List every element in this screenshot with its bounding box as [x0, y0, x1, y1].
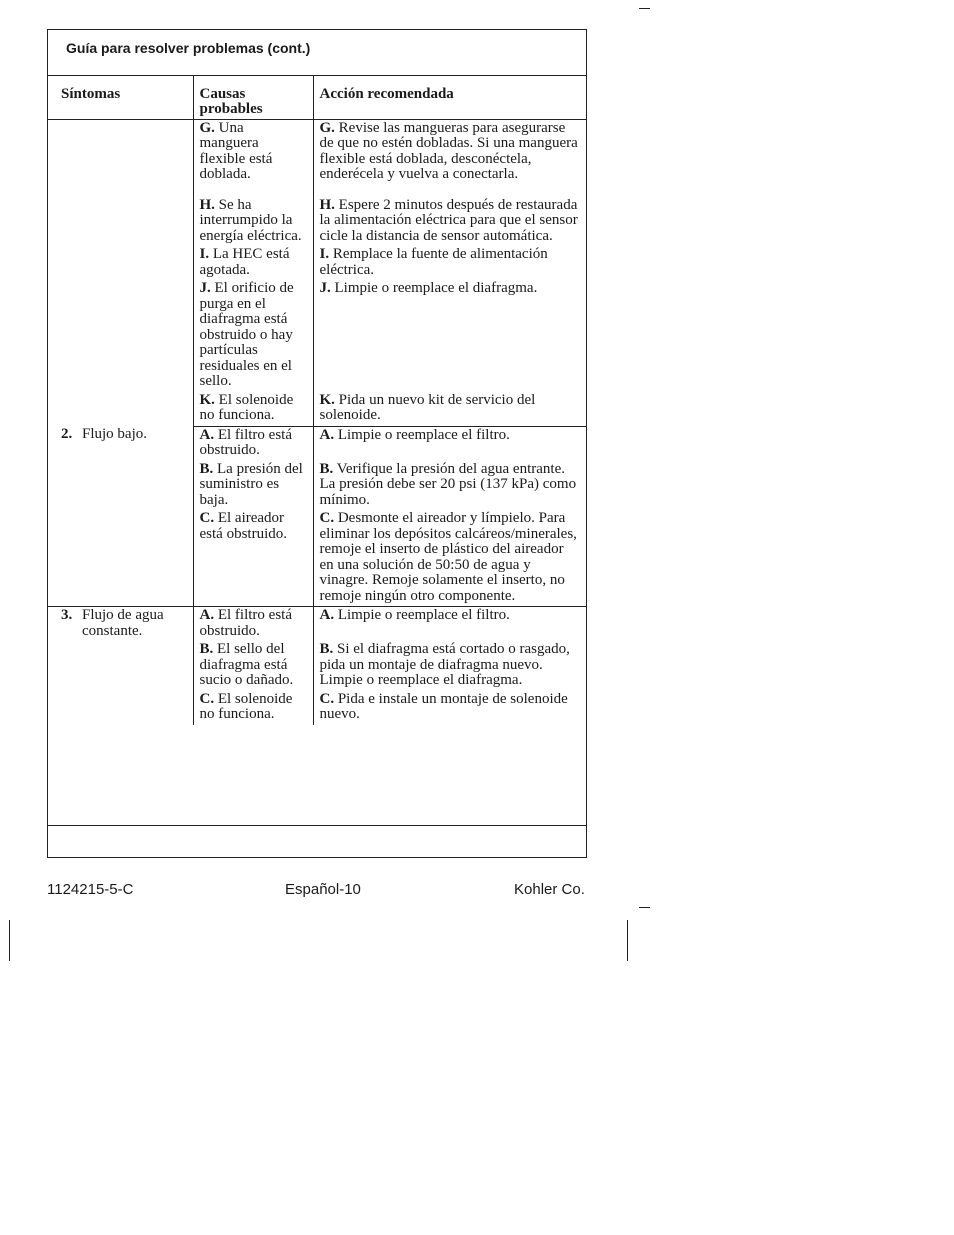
- cause-cell: C. El aireador está obstruido.: [193, 510, 313, 607]
- action-cell: C. Pida e instale un montaje de solenoide nuevo.: [313, 691, 586, 725]
- cause-cell: C. El solenoide no funciona.: [193, 691, 313, 725]
- troubleshooting-guide-frame: [47, 29, 587, 858]
- action-cell: C. Desmonte el aireador y límpielo. Para eliminar los depósitos calcáreos/minerales, remoje el inserto de plástico del aireador en una solución de 50:50 de agua y vinagre. Remoje solamente el inserto, no remoje ningún otro componente.: [313, 510, 586, 607]
- footer-doc-number: 1124215-5-C: [47, 881, 134, 898]
- cause-cell: A. El filtro está obstruido.: [193, 426, 313, 461]
- header-symptoms: Síntomas: [48, 75, 193, 119]
- footer-company: Kohler Co.: [514, 881, 585, 898]
- troubleshooting-table: [48, 75, 586, 725]
- crop-mark-top-right: [639, 8, 650, 9]
- symptom-cell: [48, 119, 193, 426]
- crop-mark-bottom-right: [639, 907, 650, 908]
- footer-page-label: Español-10: [285, 881, 361, 898]
- symptom-cell: [48, 607, 193, 725]
- cause-cell: A. El filtro está obstruido.: [193, 607, 313, 642]
- action-cell: G. Revise las mangueras para asegurarse de que no estén dobladas. Si una manguera flexible está doblada, desconéctela, enderécela y vuelva a conectarla.: [313, 119, 586, 197]
- crop-mark-bottom-left: [9, 920, 10, 961]
- symptom-text: Flujo bajo.: [82, 426, 148, 442]
- guide-title: Guía para resolver problemas (cont.): [66, 40, 311, 56]
- action-cell: I. Remplace la fuente de alimentación eléctrica.: [313, 246, 586, 280]
- table-body: [48, 119, 586, 725]
- header-recommended-action: Acción recomendada: [313, 75, 586, 119]
- action-cell: K. Pida un nuevo kit de servicio del solenoide.: [313, 392, 586, 427]
- symptom-text: Flujo de agua constante.: [82, 607, 164, 639]
- cause-cell: H. Se ha interrumpido la energía eléctrica.: [193, 197, 313, 247]
- table-row: [48, 607, 586, 642]
- table-row: [48, 119, 586, 197]
- action-cell: A. Limpie o reemplace el filtro.: [313, 426, 586, 461]
- cause-cell: B. El sello del diafragma está sucio o dañado.: [193, 641, 313, 691]
- symptom-cell: [48, 426, 193, 607]
- symptom-number: 2.: [61, 426, 73, 442]
- action-cell: J. Limpie o reemplace el diafragma.: [313, 280, 586, 392]
- action-cell: B. Si el diafragma está cortado o rasgado, pida un montaje de diafragma nuevo. Limpie o reemplace el diafragma.: [313, 641, 586, 691]
- table-row: [48, 426, 586, 461]
- symptom-number: 3.: [61, 607, 73, 623]
- cause-cell: J. El orificio de purga en el diafragma está obstruido o hay partículas residuales en el sello.: [193, 280, 313, 392]
- header-probable-causes: Causas probables: [193, 75, 313, 119]
- cause-cell: G. Una manguera flexible está doblada.: [193, 119, 313, 197]
- cause-cell: K. El solenoide no funciona.: [193, 392, 313, 427]
- cause-cell: B. La presión del suministro es baja.: [193, 461, 313, 511]
- action-cell: B. Verifique la presión del agua entrante. La presión debe ser 20 psi (137 kPa) como mínimo.: [313, 461, 586, 511]
- cause-cell: I. La HEC está agotada.: [193, 246, 313, 280]
- table-bottom-rule: [48, 825, 586, 826]
- table-header-row: [48, 75, 586, 119]
- action-cell: H. Espere 2 minutos después de restaurada la alimentación eléctrica para que el sensor cicle la distancia de sensor automática.: [313, 197, 586, 247]
- crop-mark-bottom-center: [627, 920, 628, 961]
- action-cell: A. Limpie o reemplace el filtro.: [313, 607, 586, 642]
